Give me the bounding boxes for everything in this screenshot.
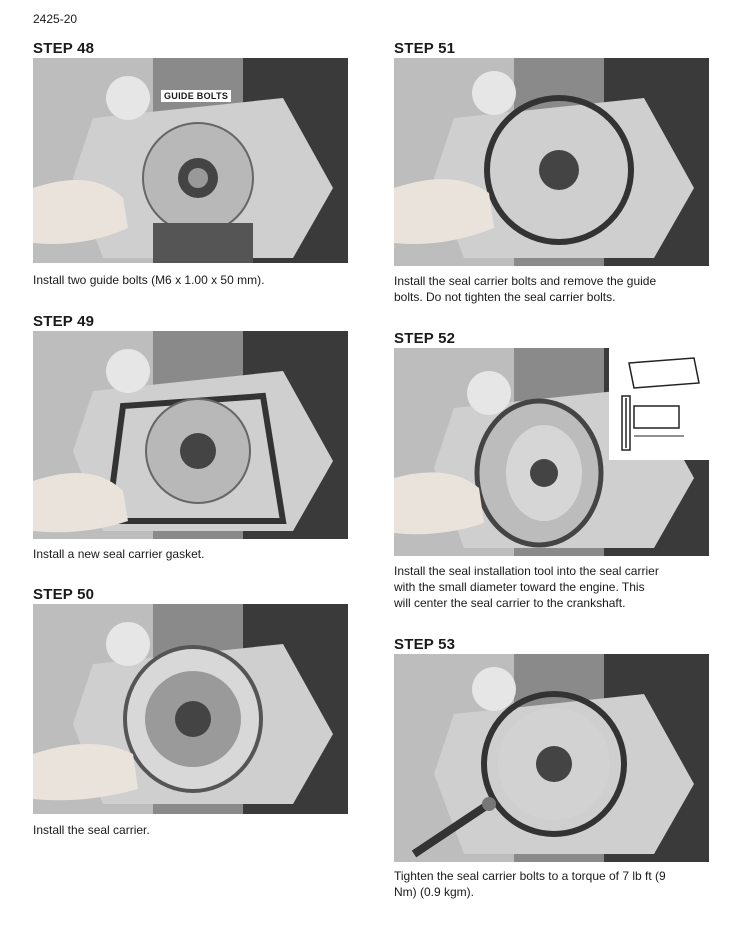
guide-bolts-callout: GUIDE BOLTS [161, 90, 231, 102]
step-48-title: STEP 48 [33, 40, 95, 57]
step-53-title: STEP 53 [394, 636, 456, 653]
step-52-title: STEP 52 [394, 330, 456, 347]
engine-photo-gasket [33, 331, 348, 539]
step-49-photo [33, 331, 348, 539]
step-52-caption [394, 563, 659, 611]
step-49-title: STEP 49 [33, 313, 95, 330]
engine-photo-carrier-bolts [394, 58, 709, 266]
step-48-photo [33, 58, 348, 263]
engine-photo-torque [394, 654, 709, 862]
step-51-photo [394, 58, 709, 266]
step-48-caption: Install two guide bolts (M6 x 1.00 x 50 mm). [33, 273, 265, 287]
step-53-caption-line-2: Nm) (0.9 kgm). [394, 885, 475, 899]
step-53-photo [394, 654, 709, 862]
step-52-caption-line-1: Install the seal installation tool into the seal carrier [394, 564, 659, 578]
step-51-caption [394, 273, 656, 305]
step-52-caption-line-3: will center the seal carrier to the crankshaft. [394, 596, 626, 610]
engine-photo-seal-carrier [33, 604, 348, 814]
step-52-caption-line-2: with the small diameter toward the engine. This [394, 580, 645, 594]
step-50-photo [33, 604, 348, 814]
step-50-title: STEP 50 [33, 586, 95, 603]
step-51-caption-line-1: Install the seal carrier bolts and remove the guide [394, 274, 657, 288]
page-number: 2425-20 [33, 12, 78, 26]
engine-photo-guide-bolts [33, 58, 348, 263]
step-51-title: STEP 51 [394, 40, 456, 57]
step-53-caption [394, 868, 666, 900]
step-50-caption: Install the seal carrier. [33, 823, 150, 837]
step-49-caption: Install a new seal carrier gasket. [33, 547, 205, 561]
step-53-caption-line-1: Tighten the seal carrier bolts to a torque of 7 lb ft (9 [394, 869, 666, 883]
step-51-caption-line-2: bolts. Do not tighten the seal carrier bolts. [394, 290, 616, 304]
engine-photo-installation-tool [394, 348, 709, 556]
step-52-photo [394, 348, 709, 556]
